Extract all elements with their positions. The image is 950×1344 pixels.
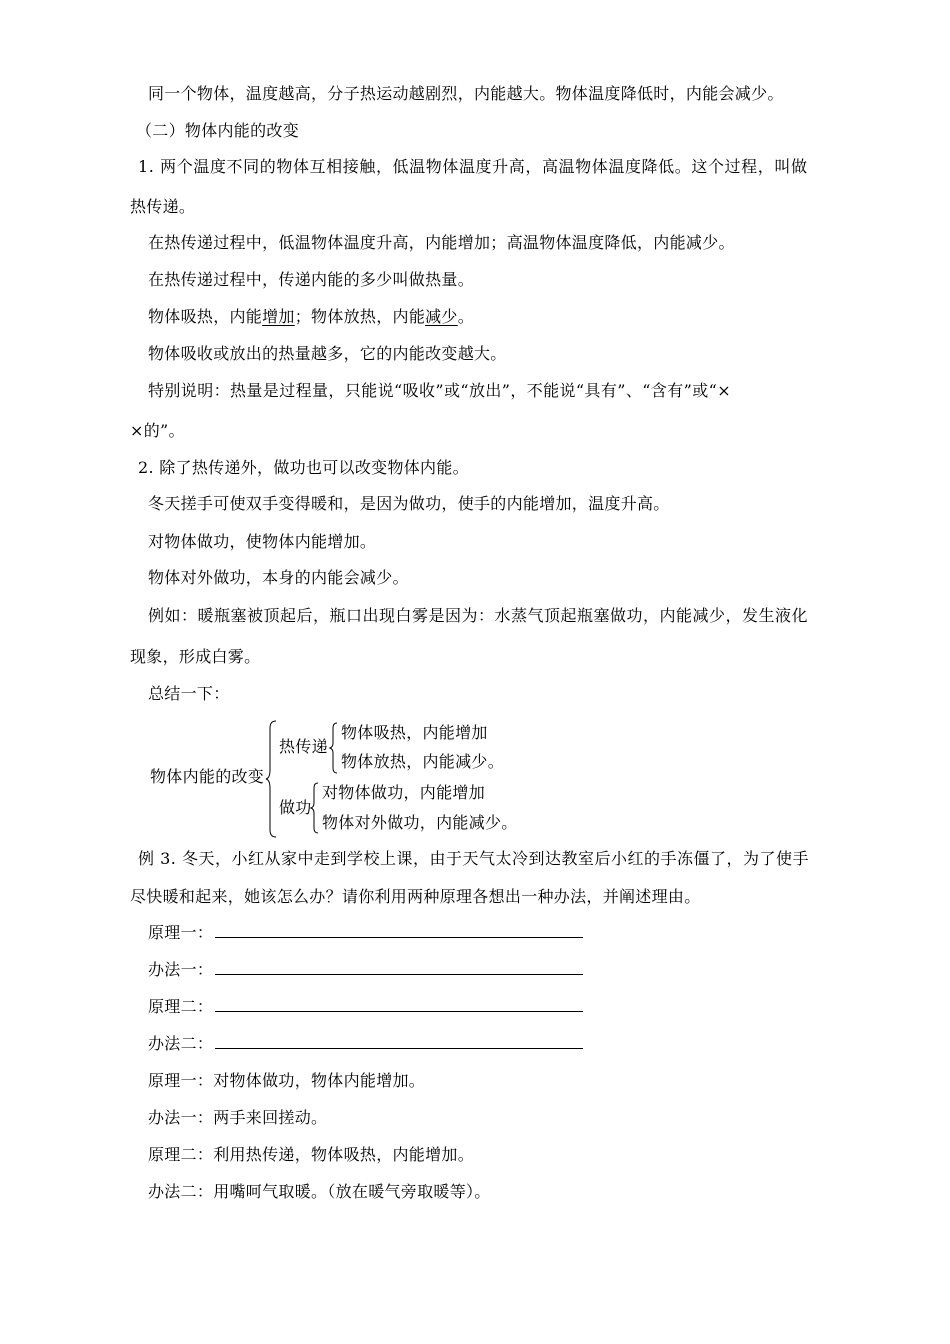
summary-work-on: 对物体做功，内能增加 bbox=[322, 783, 486, 802]
section-heading: （二）物体内能的改变 bbox=[136, 121, 300, 140]
summary-heat-transfer: 热传递 bbox=[279, 737, 328, 756]
blank-line[interactable] bbox=[215, 960, 583, 975]
line-7-c: ；物体放热，内能 bbox=[294, 307, 426, 326]
line-5: 在热传递过程中，低温物体温度升高，内能增加；高温物体温度降低，内能减少。 bbox=[148, 233, 735, 252]
line-4: 热传递。 bbox=[130, 197, 196, 216]
summary-root: 物体内能的改变 bbox=[150, 767, 265, 786]
summary-root-brace bbox=[266, 720, 278, 838]
line-12: 冬天搓手可使双手变得暖和，是因为做功，使手的内能增加，温度升高。 bbox=[148, 494, 670, 513]
example-question-1: 例 3. 冬天，小红从家中走到学校上课，由于天气太冷到达教室后小红的手冻僵了，为了使手 bbox=[138, 849, 809, 868]
blank-method-1 bbox=[148, 960, 583, 980]
answer-method-1: 办法一：两手来回搓动。 bbox=[148, 1108, 328, 1127]
line-13: 对物体做功，使物体内能增加。 bbox=[148, 532, 377, 551]
blank-principle-2 bbox=[148, 997, 583, 1017]
answer-principle-1: 原理一：对物体做功，物体内能增加。 bbox=[148, 1071, 426, 1090]
line-7-a: 物体吸热，内能 bbox=[148, 307, 263, 326]
summary-heat-release: 物体放热，内能减少。 bbox=[341, 752, 505, 771]
line-1: 同一个物体，温度越高，分子热运动越剧烈，内能越大。物体温度降低时，内能会减少。 bbox=[148, 84, 784, 103]
blank-line[interactable] bbox=[215, 997, 583, 1012]
line-7 bbox=[148, 307, 474, 327]
line-17: 总结一下： bbox=[148, 684, 230, 703]
underlined-increase: 增加 bbox=[262, 307, 295, 326]
line-10: ×的”。 bbox=[130, 421, 185, 440]
blank-principle-2-label: 原理二： bbox=[148, 997, 214, 1016]
summary-work-by: 物体对外做功，内能减少。 bbox=[322, 813, 518, 832]
blank-method-1-label: 办法一： bbox=[148, 960, 214, 979]
line-3: 1. 两个温度不同的物体互相接触，低温物体温度升高，高温物体温度降低。这个过程，叫做 bbox=[138, 157, 808, 176]
blank-method-2-label: 办法二： bbox=[148, 1034, 214, 1053]
line-16: 现象，形成白雾。 bbox=[130, 647, 261, 666]
blank-principle-1-label: 原理一： bbox=[148, 923, 214, 942]
line-8: 物体吸收或放出的热量越多，它的内能改变越大。 bbox=[148, 344, 507, 363]
summary-heat-absorb: 物体吸热，内能增加 bbox=[341, 723, 488, 742]
line-11: 2. 除了热传递外，做功也可以改变物体内能。 bbox=[138, 458, 469, 477]
example-question-2: 尽快暖和起来，她该怎么办？请你利用两种原理各想出一种办法，并阐述理由。 bbox=[130, 887, 701, 906]
blank-line[interactable] bbox=[215, 1034, 583, 1049]
line-6: 在热传递过程中，传递内能的多少叫做热量。 bbox=[148, 270, 475, 289]
line-9: 特别说明：热量是过程量，只能说“吸收”或“放出”，不能说“具有”、“含有”或“× bbox=[148, 381, 732, 400]
line-14: 物体对外做功，本身的内能会减少。 bbox=[148, 568, 409, 587]
summary-work-brace bbox=[310, 782, 320, 834]
line-15: 例如：暖瓶塞被顶起后，瓶口出现白雾是因为：水蒸气顶起瓶塞做功，内能减少，发生液化 bbox=[148, 606, 809, 625]
summary-work: 做功 bbox=[279, 798, 312, 817]
answer-method-2: 办法二：用嘴呵气取暖。（放在暖气旁取暖等）。 bbox=[148, 1182, 491, 1201]
blank-principle-1 bbox=[148, 923, 583, 943]
summary-heat-brace bbox=[329, 722, 339, 774]
underlined-decrease: 减少 bbox=[425, 307, 458, 326]
line-7-e: 。 bbox=[457, 307, 475, 326]
answer-principle-2: 原理二：利用热传递，物体吸热，内能增加。 bbox=[148, 1145, 475, 1164]
blank-method-2 bbox=[148, 1034, 583, 1054]
blank-line[interactable] bbox=[215, 923, 583, 938]
